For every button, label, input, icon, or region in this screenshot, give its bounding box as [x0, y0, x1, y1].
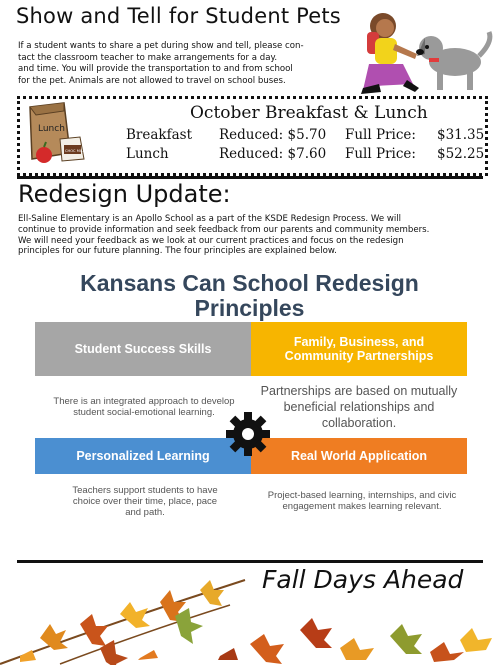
pets-line: for the pet. Animals are not allowed to travel on school buses.	[18, 75, 286, 86]
menu-meal-lunch: Lunch	[126, 146, 169, 162]
fall-heading: Fall Days Ahead	[262, 565, 464, 594]
redesign-paragraph	[18, 214, 488, 257]
menu-meal-breakfast: Breakfast	[126, 127, 192, 143]
redesign-line: Ell-Saline Elementary is an Apollo School as a part of the KSDE Redesign Process. We will	[18, 214, 402, 224]
principle-head-family-business: Family, Business, and Community Partnerships	[251, 322, 467, 376]
bag-label: Lunch	[38, 124, 65, 134]
menu-full-label-lunch: Full Price:	[345, 146, 416, 162]
gear-icon	[224, 410, 272, 458]
redesign-line: principles for our future planning. The four principles are explained below.	[18, 246, 337, 257]
menu-full-lunch: $52.25	[437, 146, 485, 162]
pets-line: tact the classroom teacher to make arrangements for a day.	[18, 52, 278, 63]
menu-reduced-breakfast: Reduced: $5.70	[219, 127, 327, 143]
principle-head-student-success: Student Success Skills	[35, 322, 251, 376]
pets-line: and time. You will provide the transportation to and from school	[18, 64, 293, 74]
redesign-line: We will need your feedback as we look at our current practices and focus on the redesign	[18, 235, 404, 246]
principle-head-real-world: Real World Application	[251, 438, 467, 474]
menu-title: October Breakfast & Lunch	[190, 103, 428, 123]
girl-with-dog-illustration	[355, 2, 495, 100]
principles-title-line2: Principles	[194, 295, 305, 321]
lunch-bag-illustration	[24, 101, 90, 165]
principles-title-line1: Kansans Can School Redesign	[80, 270, 419, 296]
principle-body-real-world: Project-based learning, internships, and civic engagement makes learning relevant.	[267, 490, 457, 512]
menu-full-breakfast: $31.35	[437, 127, 485, 143]
pets-paragraph	[18, 41, 363, 87]
pets-heading: Show and Tell for Student Pets	[16, 4, 341, 28]
milk-label: CHOC MILK	[65, 149, 86, 153]
principle-head-personalized: Personalized Learning	[35, 438, 251, 474]
menu-reduced-lunch: Reduced: $7.60	[219, 146, 327, 162]
principle-body-family-business: Partnerships are based on mutually beneficial relationships and collaboration.	[260, 384, 458, 430]
pets-line: If a student wants to share a pet during show and tell, please con-	[18, 41, 304, 51]
principle-body-student-success: There is an integrated approach to develop student social-emotional learning.	[53, 396, 235, 418]
menu-full-label-breakfast: Full Price:	[345, 127, 416, 143]
redesign-heading: Redesign Update:	[18, 180, 231, 208]
section-divider	[17, 176, 483, 179]
redesign-line: continue to provide information and seek feedback from our parents and community members.	[18, 224, 430, 235]
principle-body-personalized: Teachers support students to have choice over their time, place, pace and path.	[72, 484, 218, 518]
